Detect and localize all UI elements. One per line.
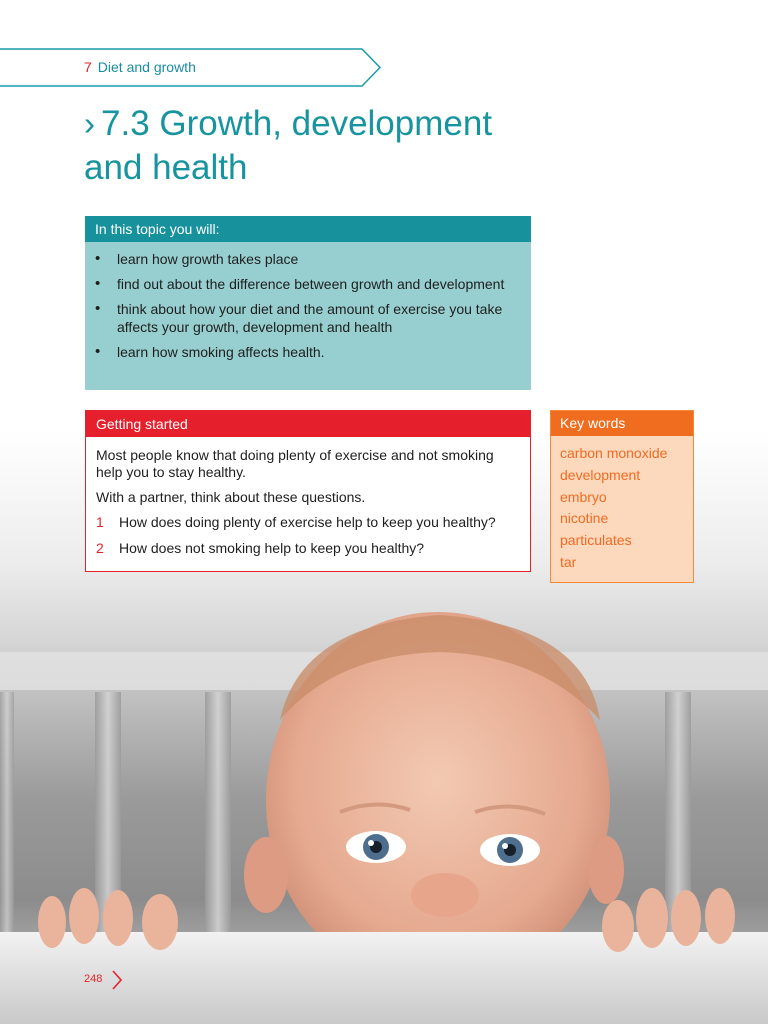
key-word: tar xyxy=(560,553,577,570)
key-word: particulates xyxy=(560,532,632,549)
question-item xyxy=(96,514,520,531)
chevron-right-icon: › xyxy=(84,105,95,142)
getting-started-box xyxy=(85,410,531,572)
topic-objectives-box xyxy=(85,216,531,390)
key-word: embryo xyxy=(560,488,607,505)
question-number: 2 xyxy=(96,540,104,556)
question-text: How does doing plenty of exercise help to keep you healthy? xyxy=(119,514,496,530)
key-words-box xyxy=(550,410,694,583)
topic-item: • find out about the difference between growth and development xyxy=(95,275,521,293)
key-word: development xyxy=(560,466,641,483)
title-line-1: 7.3 Growth, development xyxy=(101,104,493,143)
chapter-number: 7 xyxy=(84,59,92,75)
topic-list xyxy=(85,242,531,361)
key-words-heading: Key words xyxy=(551,411,693,436)
key-words-list xyxy=(551,436,693,574)
topic-heading: In this topic you will: xyxy=(85,216,531,242)
page-title xyxy=(84,102,554,190)
getting-started-heading: Getting started xyxy=(86,411,530,437)
key-word: nicotine xyxy=(560,510,609,527)
question-number: 1 xyxy=(96,514,104,530)
topic-item: • think about how your diet and the amount of exercise you take affects your growth, development and health xyxy=(95,300,521,336)
chapter-title: Diet and growth xyxy=(97,59,196,75)
topic-item: • learn how smoking affects health. xyxy=(95,343,521,361)
question-item xyxy=(96,540,520,557)
question-text: How does not smoking help to keep you healthy? xyxy=(119,540,425,556)
page-chevron-icon xyxy=(110,969,124,991)
page-number: 248 xyxy=(84,973,103,985)
title-line-2: and health xyxy=(84,148,248,187)
chapter-label xyxy=(84,59,196,75)
getting-started-instruction: With a partner, think about these questions. xyxy=(96,489,366,505)
key-word: carbon monoxide xyxy=(560,445,668,461)
getting-started-intro: Most people know that doing plenty of exercise and not smoking help you to stay healthy. xyxy=(96,447,494,480)
topic-item: • learn how growth takes place xyxy=(95,250,521,268)
